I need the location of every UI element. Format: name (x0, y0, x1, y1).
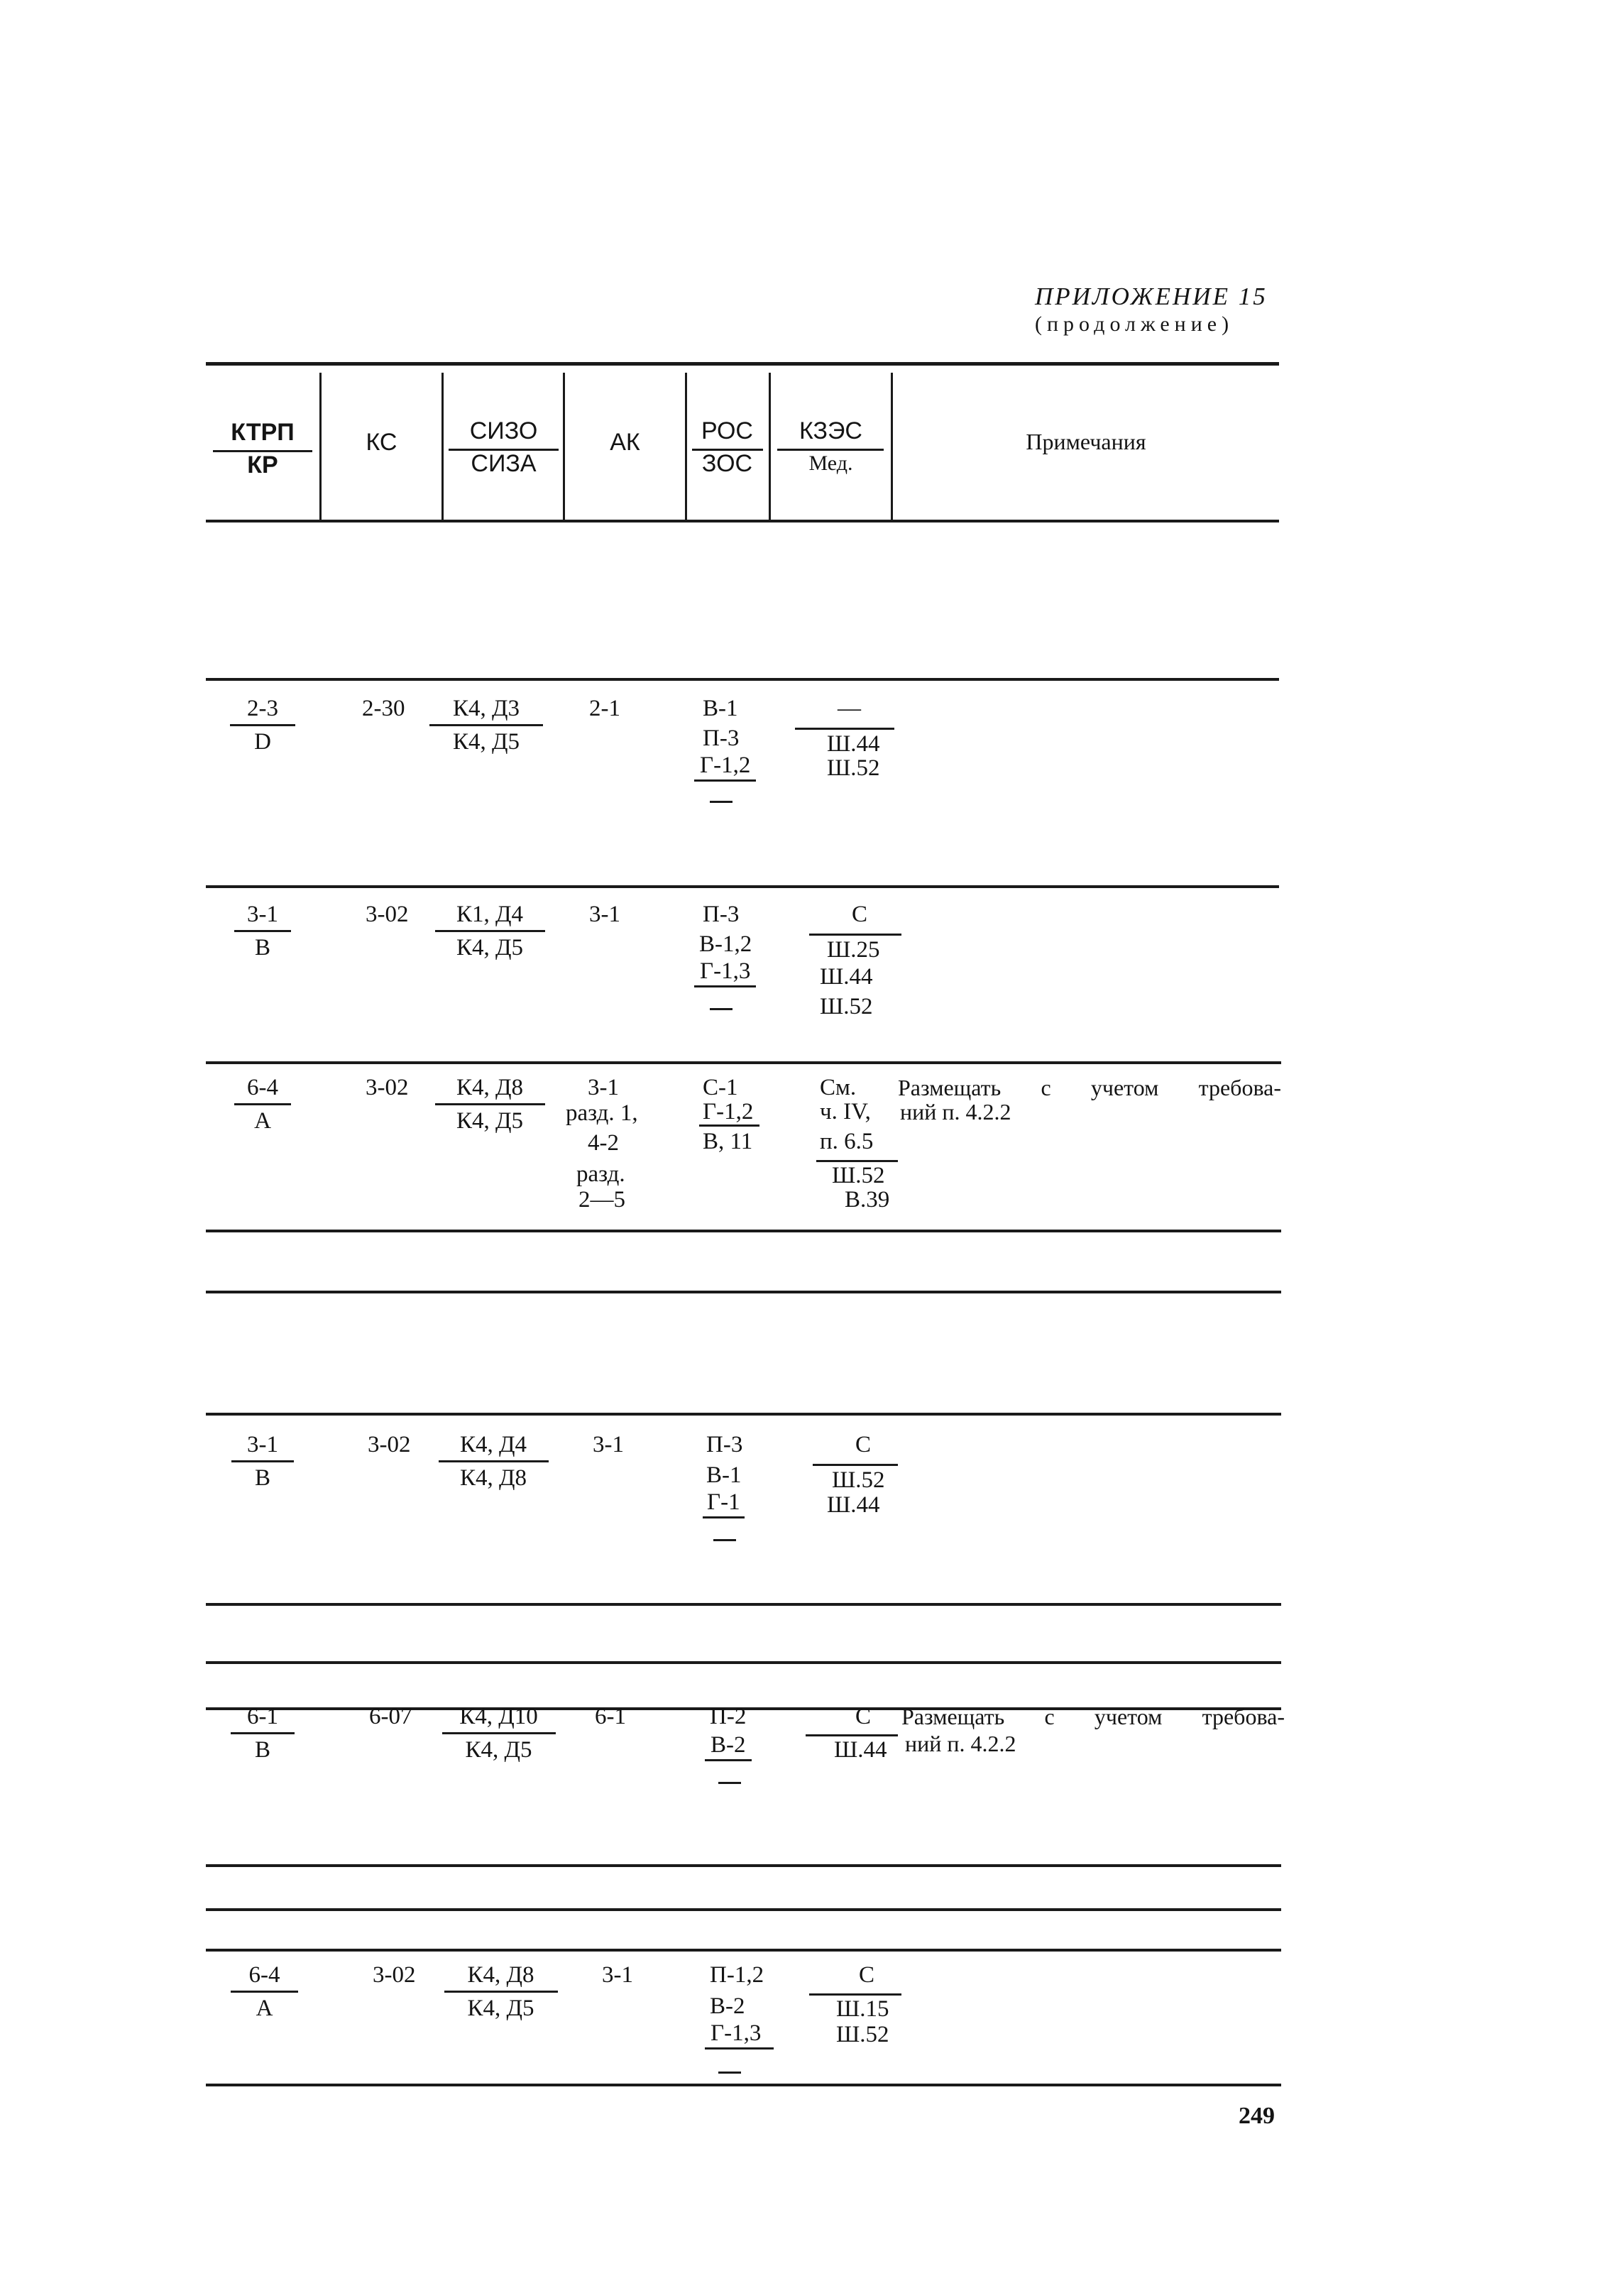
col-header-zos: ЗОС (701, 450, 753, 477)
zos-dash (718, 1782, 741, 1784)
ros-value: П-3 (703, 726, 740, 751)
ros-value: П-2 (710, 1704, 747, 1729)
ktrp-value: 2-3 (247, 696, 278, 721)
section-rule (206, 1291, 1281, 1293)
kzes-value: См. (820, 1075, 857, 1100)
col-header-ak: АК (610, 429, 640, 456)
section-rule (206, 1949, 1281, 1952)
ks-value: 3-02 (366, 902, 409, 927)
ak-value: 2—5 (578, 1187, 625, 1213)
section-rule (206, 885, 1279, 888)
ak-value: 3-1 (588, 1075, 619, 1100)
ros-value: П-1,2 (710, 1962, 764, 1988)
ak-value: 3-1 (593, 1432, 624, 1457)
ros-value: Г-1,2 (694, 751, 756, 782)
ros-value: В, 11 (703, 1129, 753, 1154)
sizo-siza-fraction (429, 900, 550, 962)
kzes-value: С (852, 902, 868, 927)
section-rule (206, 1661, 1281, 1664)
notes-line: Размещать с учетом требова- (898, 1075, 1281, 1100)
ktrp-value: 3-1 (247, 1432, 278, 1457)
page-number: 249 (1239, 2103, 1275, 2129)
med-value: Ш.52 (832, 1163, 885, 1188)
sizo-siza-fraction (439, 1961, 563, 2023)
ros-value: В-2 (710, 1993, 745, 2019)
section-rule (206, 1061, 1281, 1064)
med-value: Ш.44 (834, 1737, 887, 1763)
ros-value: С-1 (703, 1075, 738, 1100)
header-divider (769, 373, 771, 520)
ros-value: Г-1,3 (694, 957, 756, 987)
zos-dash (710, 801, 733, 803)
ktrp-value: 6-1 (247, 1704, 278, 1729)
ak-value: 3-1 (602, 1962, 633, 1988)
med-value: В.39 (845, 1187, 890, 1213)
zos-dash (718, 2072, 741, 2074)
ks-value: 6-07 (369, 1704, 412, 1729)
siza-value: К4, Д5 (456, 1108, 524, 1134)
med-value: Ш.15 (836, 1996, 889, 2022)
kzes-value: — (838, 696, 861, 721)
ktrp-value: 3-1 (247, 902, 278, 927)
section-rule (206, 1413, 1281, 1416)
ktrp-kr-fraction (227, 900, 298, 962)
sizo-value: К4, Д8 (456, 1075, 524, 1100)
ktrp-value: 6-4 (247, 1075, 278, 1100)
ak-value: 2-1 (589, 696, 620, 721)
col-header-bar (777, 449, 884, 451)
kr-value: D (254, 729, 271, 755)
med-value: Ш.44 (820, 964, 873, 990)
ak-value: разд. (576, 1161, 625, 1187)
ros-value: Г-1,3 (705, 2019, 774, 2050)
col-header-siza: СИЗА (471, 450, 537, 477)
kr-value: А (256, 1996, 273, 2021)
ktrp-kr-fraction (227, 1961, 302, 2023)
col-header-sizo: СИЗО (469, 417, 538, 444)
ks-value: 2-30 (362, 696, 405, 721)
ak-value: разд. 1, (566, 1100, 638, 1126)
siza-value: К4, Д5 (452, 729, 520, 755)
kzes-value: п. 6.5 (820, 1129, 874, 1154)
section-rule (206, 678, 1279, 681)
med-value: Ш.25 (827, 937, 880, 963)
table-bottom-rule (206, 2084, 1281, 2086)
sizo-value: К4, Д8 (467, 1962, 534, 1988)
med-value: Ш.52 (836, 2022, 889, 2047)
appendix-subtitle: (продолжение) (1035, 312, 1234, 336)
col-header-ks: КС (366, 429, 397, 456)
ktrp-kr-fraction (227, 694, 298, 756)
zos-dash (710, 1008, 733, 1010)
ks-value: 3-02 (368, 1432, 411, 1457)
med-value: Ш.44 (827, 1492, 880, 1518)
col-header-notes: Примечания (1026, 429, 1146, 454)
kr-value: В (254, 1465, 270, 1491)
siza-value: К4, Д8 (459, 1465, 527, 1491)
sizo-value: К4, Д3 (452, 696, 520, 721)
notes-line: Размещать с учетом требова- (901, 1704, 1285, 1729)
col-header-kzes: КЗЭС (799, 417, 862, 444)
sizo-value: К4, Д4 (459, 1432, 527, 1457)
col-header-ktrp: КТРП (231, 419, 295, 446)
header-divider (685, 373, 687, 520)
ros-value: В-2 (705, 1731, 752, 1761)
med-value: Ш.52 (820, 994, 873, 1019)
siza-value: К4, Д5 (456, 935, 524, 961)
ktrp-kr-fraction (227, 1702, 298, 1764)
ktrp-kr-fraction (227, 1430, 298, 1492)
ak-value: 6-1 (595, 1704, 626, 1729)
notes-line: ний п. 4.2.2 (905, 1731, 1016, 1756)
kr-value: В (254, 1737, 270, 1763)
med-value: Ш.52 (832, 1467, 885, 1493)
ak-value: 4-2 (588, 1130, 619, 1156)
kzes-value: ч. IV, (820, 1099, 871, 1124)
kzes-value: С (859, 1962, 875, 1988)
sizo-value: К1, Д4 (456, 902, 524, 927)
ros-value: П-3 (706, 1432, 743, 1457)
med-value: Ш.44 (827, 731, 880, 757)
ros-value: Г-1,2 (703, 1099, 754, 1124)
sizo-value: К4, Д10 (459, 1704, 538, 1729)
col-header-med: Мед. (808, 452, 853, 475)
ak-value: 3-1 (589, 902, 620, 927)
zos-dash (713, 1539, 736, 1541)
header-divider (319, 373, 322, 520)
ros-value: П-3 (703, 902, 740, 927)
col-header-kr: КР (247, 452, 278, 478)
kr-value: А (254, 1108, 271, 1134)
notes-line: ний п. 4.2.2 (900, 1099, 1011, 1124)
table-top-rule (206, 362, 1279, 366)
kzes-value: С (855, 1432, 872, 1457)
siza-value: К4, Д5 (467, 1996, 534, 2021)
section-rule (206, 1864, 1281, 1867)
kr-value: В (254, 935, 270, 961)
ros-zos-bar (699, 1124, 759, 1127)
ktrp-value: 6-4 (248, 1962, 280, 1988)
sizo-siza-fraction (426, 694, 547, 756)
sizo-siza-fraction (437, 1702, 561, 1764)
ros-value: В-1 (706, 1462, 742, 1488)
siza-value: К4, Д5 (465, 1737, 532, 1763)
sizo-siza-fraction (429, 1073, 550, 1135)
med-value: Ш.52 (827, 755, 880, 781)
header-divider (563, 373, 565, 520)
ks-value: 3-02 (373, 1962, 416, 1988)
section-rule (206, 1230, 1281, 1232)
ks-value: 3-02 (366, 1075, 409, 1100)
appendix-title: ПРИЛОЖЕНИЕ 15 (1035, 283, 1268, 310)
header-bottom-rule (206, 520, 1279, 522)
header-divider (891, 373, 893, 520)
ktrp-kr-fraction (227, 1073, 298, 1135)
kzes-value: С (855, 1704, 872, 1729)
col-header-ros: РОС (701, 417, 753, 444)
section-rule (206, 1908, 1281, 1911)
ros-value: В-1 (703, 696, 738, 721)
header-divider (441, 373, 444, 520)
ros-value: Г-1 (703, 1488, 745, 1518)
ros-value: В-1,2 (699, 931, 752, 957)
section-rule (206, 1603, 1281, 1606)
sizo-siza-fraction (433, 1430, 554, 1492)
